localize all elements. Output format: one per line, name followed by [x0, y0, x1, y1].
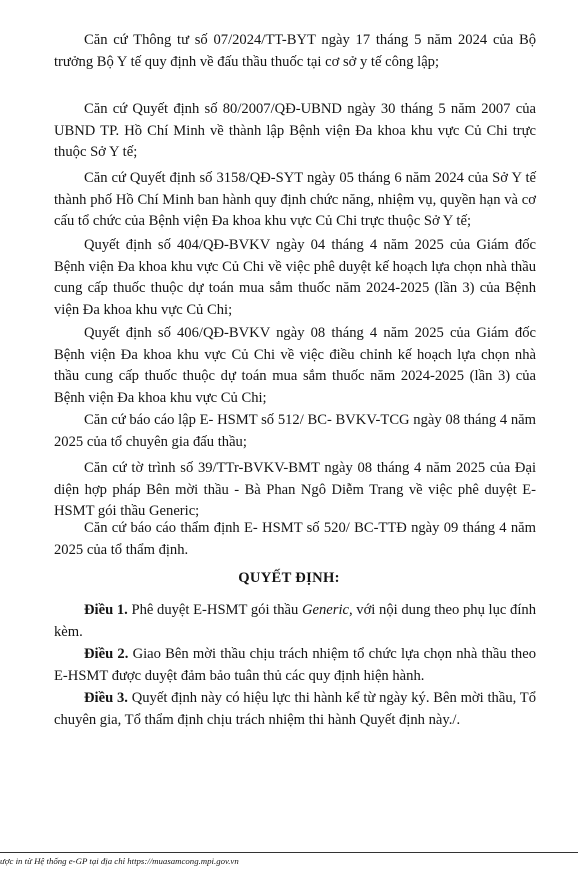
article-1: [54, 600, 536, 643]
paragraph-text: Căn cứ Thông tư số 07/2024/TT-BYT ngày 17 tháng 5 năm 2024 của Bộ trưởng Bộ Y tế quy định về đấu thầu thuốc tại cơ sở y tế công lập;: [54, 32, 536, 70]
paragraph-text: Căn cứ tờ trình số 39/TTr-BVKV-BMT ngày 08 tháng 4 năm 2025 của Đại diện hợp pháp Bên mời thầu - Bà Phan Ngô Diễm Trang về việc phê duyệt E-HSMT gói thầu Generic;: [54, 460, 536, 519]
article-text: Quyết định này có hiệu lực thi hành kể từ ngày ký. Bên mời thầu, Tổ chuyên gia, Tổ thẩm định chịu trách nhiệm thi hành Quyết định này./.: [54, 690, 537, 728]
article-label: Điều 3.: [84, 690, 128, 706]
footer-divider: [0, 852, 578, 853]
article-label: Điều 2.: [84, 646, 129, 662]
legal-basis-paragraph: [54, 323, 536, 409]
legal-basis-paragraph: [54, 235, 536, 321]
decision-heading: QUYẾT ĐỊNH:: [238, 570, 340, 586]
article-label: Điều 1.: [84, 602, 128, 618]
legal-basis-paragraph: [54, 30, 536, 73]
paragraph-text: Quyết định số 406/QĐ-BVKV ngày 08 tháng 4 năm 2025 của Giám đốc Bệnh viện Đa khoa khu vực Củ Chi về việc điều chỉnh kế hoạch lựa chọn nhà thầu cung cấp thuốc thuộc dự toán mua sắm thuốc năm 2024-2025 (lần 3) của Bệnh viện Đa khoa khu vực Củ Chi;: [54, 325, 536, 406]
legal-basis-paragraph: [54, 99, 536, 164]
article-2: [54, 644, 536, 687]
paragraph-text: Căn cứ Quyết định số 3158/QĐ-SYT ngày 05 tháng 6 năm 2024 của Sở Y tế thành phố Hồ Chí Minh ban hành quy định chức năng, nhiệm vụ, quyền hạn và cơ cấu tổ chức của Bệnh viện Đa khoa khu vực Củ Chi trực thuộc Sở Y tế;: [54, 170, 536, 229]
paragraph-text: Căn cứ Quyết định số 80/2007/QĐ-UBND ngày 30 tháng 5 năm 2007 của UBND TP. Hồ Chí Minh về thành lập Bệnh viện Đa khoa khu vực Củ Chi trực thuộc Sở Y tế;: [54, 101, 536, 160]
paragraph-text: Căn cứ báo cáo thẩm định E- HSMT số 520/ BC-TTĐ ngày 09 tháng 4 năm 2025 của tổ thẩm định.: [54, 520, 536, 558]
legal-basis-paragraph: [54, 458, 536, 523]
footer-source-note: ược in từ Hệ thống e-GP tại địa chỉ https://muasamcong.mpi.gov.vn: [0, 856, 239, 866]
article-emphasis: Generic,: [301, 602, 353, 618]
legal-basis-paragraph: [54, 410, 536, 453]
legal-basis-paragraph: [54, 518, 536, 561]
paragraph-text: Căn cứ báo cáo lập E- HSMT số 512/ BC- BVKV-TCG ngày 08 tháng 4 năm 2025 của tổ chuyên gia đấu thầu;: [54, 412, 536, 450]
article-3: [54, 688, 536, 731]
article-text: Phê duyệt E-HSMT gói thầu: [127, 602, 302, 618]
article-text-end: với nội dung theo phụ lục đính kèm.: [54, 602, 536, 640]
article-text: Giao Bên mời thầu chịu trách nhiệm tổ chức lựa chọn nhà thầu theo E-HSMT được duyệt đảm bảo tuân thủ các quy định hiện hành.: [54, 646, 536, 684]
paragraph-text: Quyết định số 404/QĐ-BVKV ngày 04 tháng 4 năm 2025 của Giám đốc Bệnh viện Đa khoa khu vực Củ Chi về việc phê duyệt kế hoạch lựa chọn nhà thầu cung cấp thuốc thuộc dự toán mua sắm thuốc năm 2024-2025 (lần 3) của Bệnh viện Đa khoa khu vực Củ Chi;: [54, 237, 536, 318]
legal-basis-paragraph: [54, 168, 536, 233]
